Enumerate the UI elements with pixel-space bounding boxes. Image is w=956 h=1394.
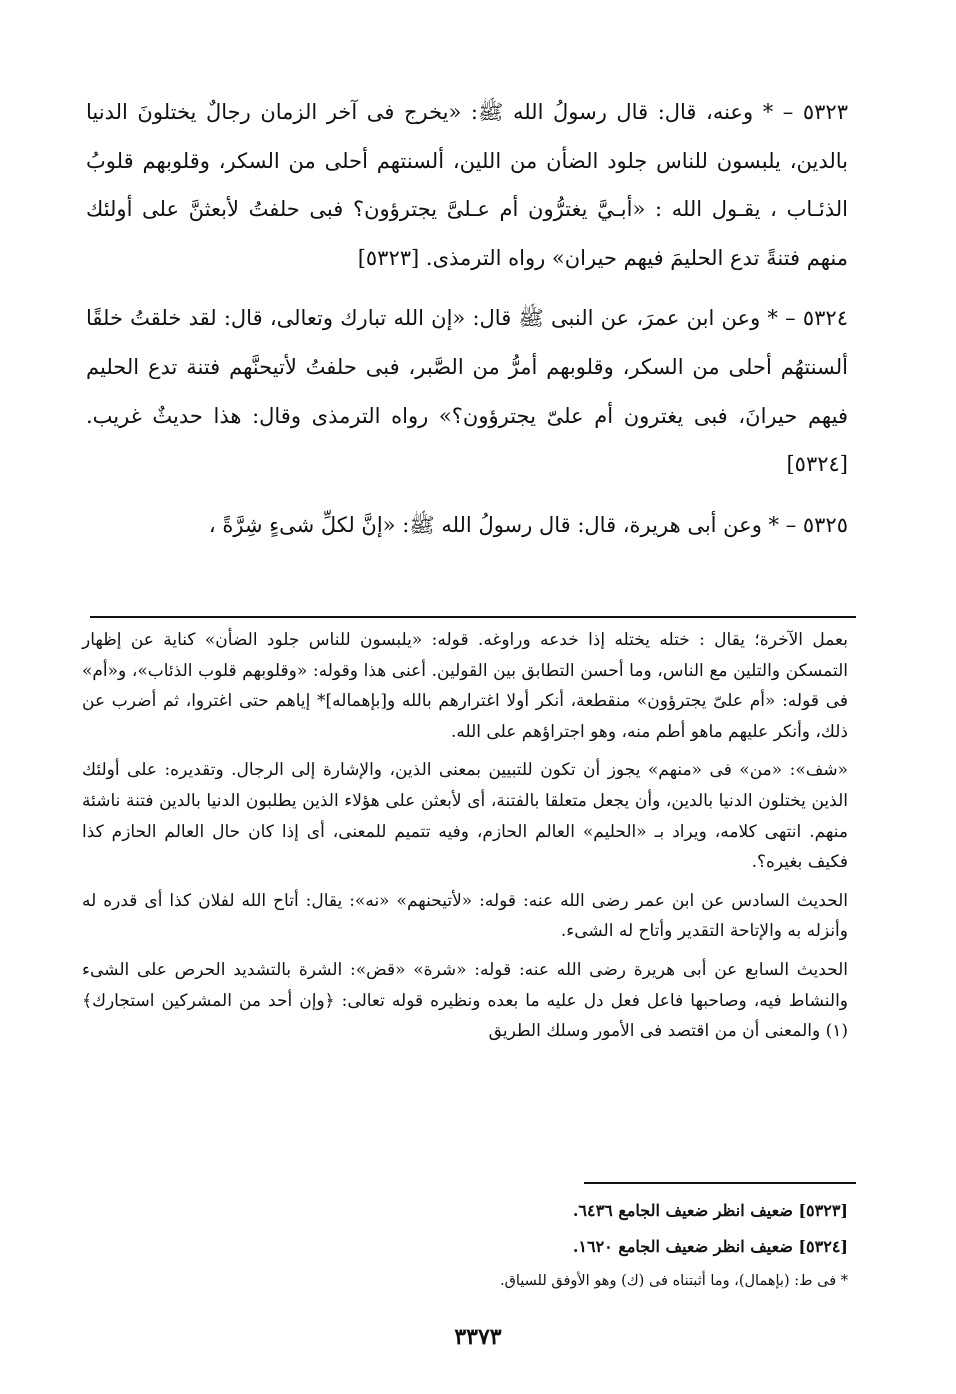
commentary-paragraph-2: «شف»: «من» فى «منهم» يجوز أن تكون للتبيين بمعنى الذين، والإشارة إلى الرجال. وتقديره: على أولئك الذين يختلون الدنيا بالدين، وأن يجعل متعلقا بالفتنة، أى لأبعثن على هؤلاء الذين يطلبون الدنيا بالدين فتنة ناشئة منهم. انتهى كلامه، ويراد بـ «الحليم» العالم الحازم، وفيه تتميم للمعنى، أى إذا كان حال العالم الحازم كذا فكيف بغيره؟. [82,760,848,873]
page-number: ٣٣٧٣ [454,1324,502,1350]
commentary-paragraph-3: الحديث السادس عن ابن عمر رضى الله عنه: قوله: «لأتيحنهم» «نه»: يقال: أتاح الله لفلان كذا أى قدره له وأنزله به والإتاحة التقدير وأتاح له الشىء. [82,890,848,942]
footnote-variant-note: * فى ط: (بإهمال)، وما أثبتناه فى (ك) وهو الأوفق للسياق. [499,1273,848,1289]
footnote-5324: [٥٣٢٤] ضعيف انظر ضعيف الجامع ١٦٢٠. [572,1237,848,1256]
main-divider [90,616,856,618]
commentary-paragraph-1: بعمل الآخرة؛ يقال : ختله يختله إذا خدعه وراوغه. قوله: «يلبسون للناس جلود الضأن» كناية عن إظهار التمسكن والتلين مع الناس، وما أحسن التطابق بين القولين. أعنى هذا وقوله: «وقلوبهم قلوب الذئاب»، و«أم» فى قوله: «أم علىّ يجترؤون» منقطعة، أنكر أولا اغترارهم بالله و[بإهماله]* إياهم حتى اغتروا، ثم أضرب عن ذلك، وأنكر عليهم ماهو أطم منه، وهو اجتراؤهم على الله. [82,630,848,742]
commentary-section [82,625,848,1055]
hadith-5324: ٥٣٢٤ – * وعن ابن عمرَ، عن النبى ﷺ قال: «إن الله تبارك وتعالى، قال: لقد خلقتُ خلقًا ألسنتهُم أحلى من السكر، وقلوبهم أمرُّ من الصَّبر، فبى حلفتُ لأتيحنَّهم فتنة تدع الحليم فيهم حيرانَ، فبى يغترون أم علىّ يجترؤون؟» رواه الترمذى وقال: هذا حديثٌ غريب. [٥٣٢٤] [86,306,848,477]
commentary-paragraph-4: الحديث السابع عن أبى هريرة رضى الله عنه: قوله: «شرة» «قض»: الشرة بالتشديد الحرص على الشىء والنشاط فيه، وصاحبها فاعل فعل دل عليه ما بعده ونظيره قوله تعالى: ﴿وإن أحد من المشركين استجارك﴾ (١) والمعنى أن من اقتصد فى الأمور وسلك الطريق [82,959,848,1042]
hadith-5323: ٥٣٢٣ – * وعنه، قال: قال رسولُ الله ﷺ: «يخرج فى آخر الزمان رجالٌ يختلونَ الدنيا بالدين، يلبسون للناس جلود الضأن من اللين، ألسنتهم أحلى من السكر، وقلوبهم قلوبُ الذئـاب ، يقـول الله : «أبـيَّ يغترُّون أم عـلىَّ يجترؤون؟ فبى حلفتُ لأبعثنَّ على أولئك منهم فتنةً تدع الحليمَ فيهم حيران» رواه الترمذى. [٥٣٢٣] [86,100,848,270]
footnotes [82,1193,848,1297]
hadith-5325: ٥٣٢٥ – * وعن أبى هريرة، قال: قال رسولُ الله ﷺ: «إنَّ لكلِّ شىءٍ شِرَّةً ، [208,512,848,537]
hadith-text [86,88,848,561]
footnote-5323: [٥٣٢٣] ضعيف انظر ضعيف الجامع ٦٤٣٦. [572,1201,848,1220]
footnote-divider [584,1182,856,1184]
